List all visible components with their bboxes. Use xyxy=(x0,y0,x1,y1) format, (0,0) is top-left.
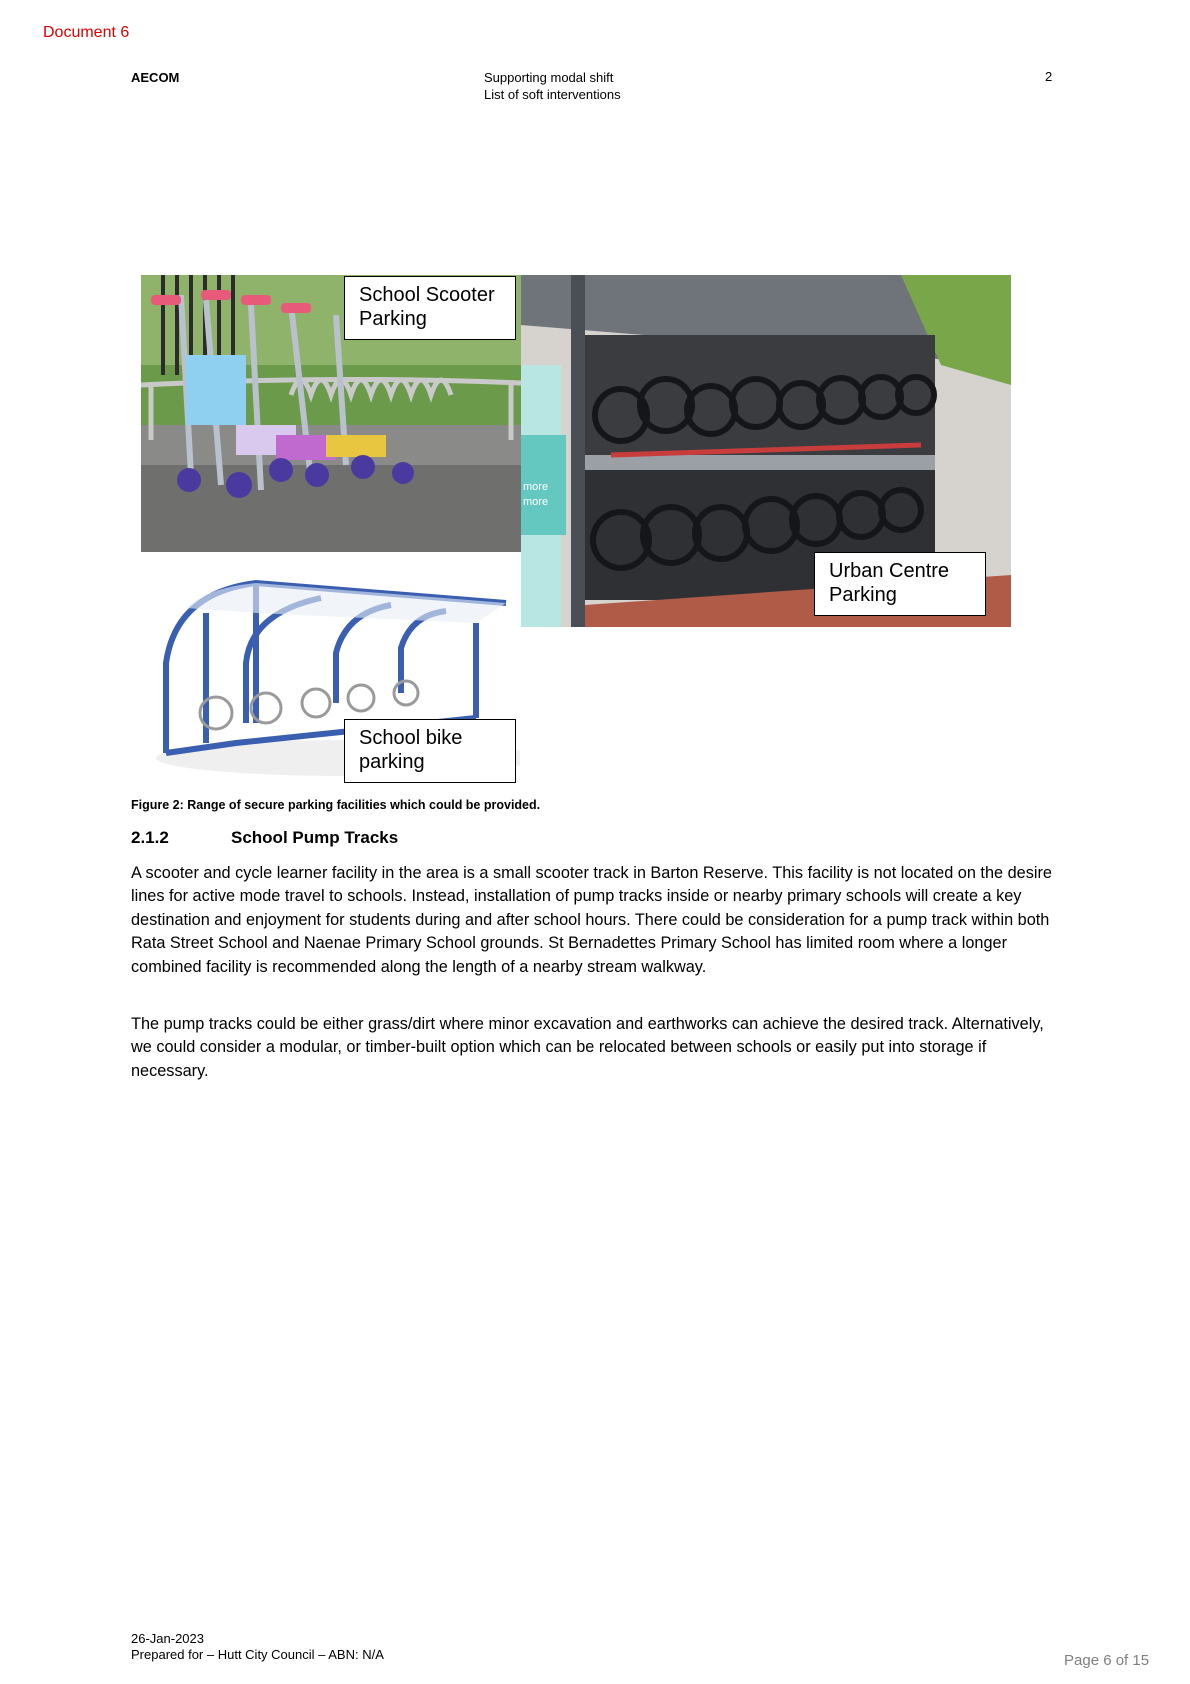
footer-page-label: Page 6 of 15 xyxy=(1064,1652,1150,1669)
label-bike-line1: School bike xyxy=(359,727,463,749)
label-scooter-line1: School Scooter xyxy=(359,284,495,306)
label-school-bike-parking xyxy=(344,719,516,783)
document-marker: Document 6 xyxy=(43,24,130,41)
figure-caption: Figure 2: Range of secure parking facilities which could be provided. xyxy=(131,798,541,812)
header-title-line1: Supporting modal shift xyxy=(484,70,614,85)
label-school-scooter-parking xyxy=(344,276,516,340)
section-title: School Pump Tracks xyxy=(231,828,399,847)
footer-date: 26-Jan-2023 xyxy=(131,1631,204,1646)
label-scooter-line2: Parking xyxy=(359,308,427,330)
label-urban-line1: Urban Centre xyxy=(829,560,950,582)
header-title-line2: List of soft interventions xyxy=(484,87,621,102)
section-number: 2.1.2 xyxy=(131,828,169,847)
label-urban-line2: Parking xyxy=(829,584,897,606)
sign-text-2: more xyxy=(523,496,549,508)
paragraph-2: The pump tracks could be either grass/dirt where minor excavation and earthworks can achieve the desired track. Alternatively, we could consider a modular, or timber-built option which can be relocated between schools or easily put into storage if necessary. xyxy=(131,1015,1044,1080)
sign-text-1: more xyxy=(523,481,549,493)
header-page-number: 2 xyxy=(1045,69,1053,84)
footer-prepared-for: Prepared for – Hutt City Council – ABN: N/A xyxy=(131,1647,384,1662)
label-urban-centre-parking xyxy=(814,552,986,616)
header-title xyxy=(484,69,621,103)
label-bike-line2: parking xyxy=(359,751,425,773)
paragraph-1: A scooter and cycle learner facility in the area is a small scooter track in Barton Reserve. This facility is not located on the desire lines for active mode travel to schools. Instead, installation of pump tracks inside or nearby primary schools will create a key destination and enjoyment for students during and after school hours. There could be consideration for a pump track within both Rata Street School and Naenae Primary School grounds. St Bernadettes Primary School has limited room where a longer combined facility is recommended along the length of a nearby stream walkway. xyxy=(131,864,1052,976)
header-company: AECOM xyxy=(131,70,180,85)
